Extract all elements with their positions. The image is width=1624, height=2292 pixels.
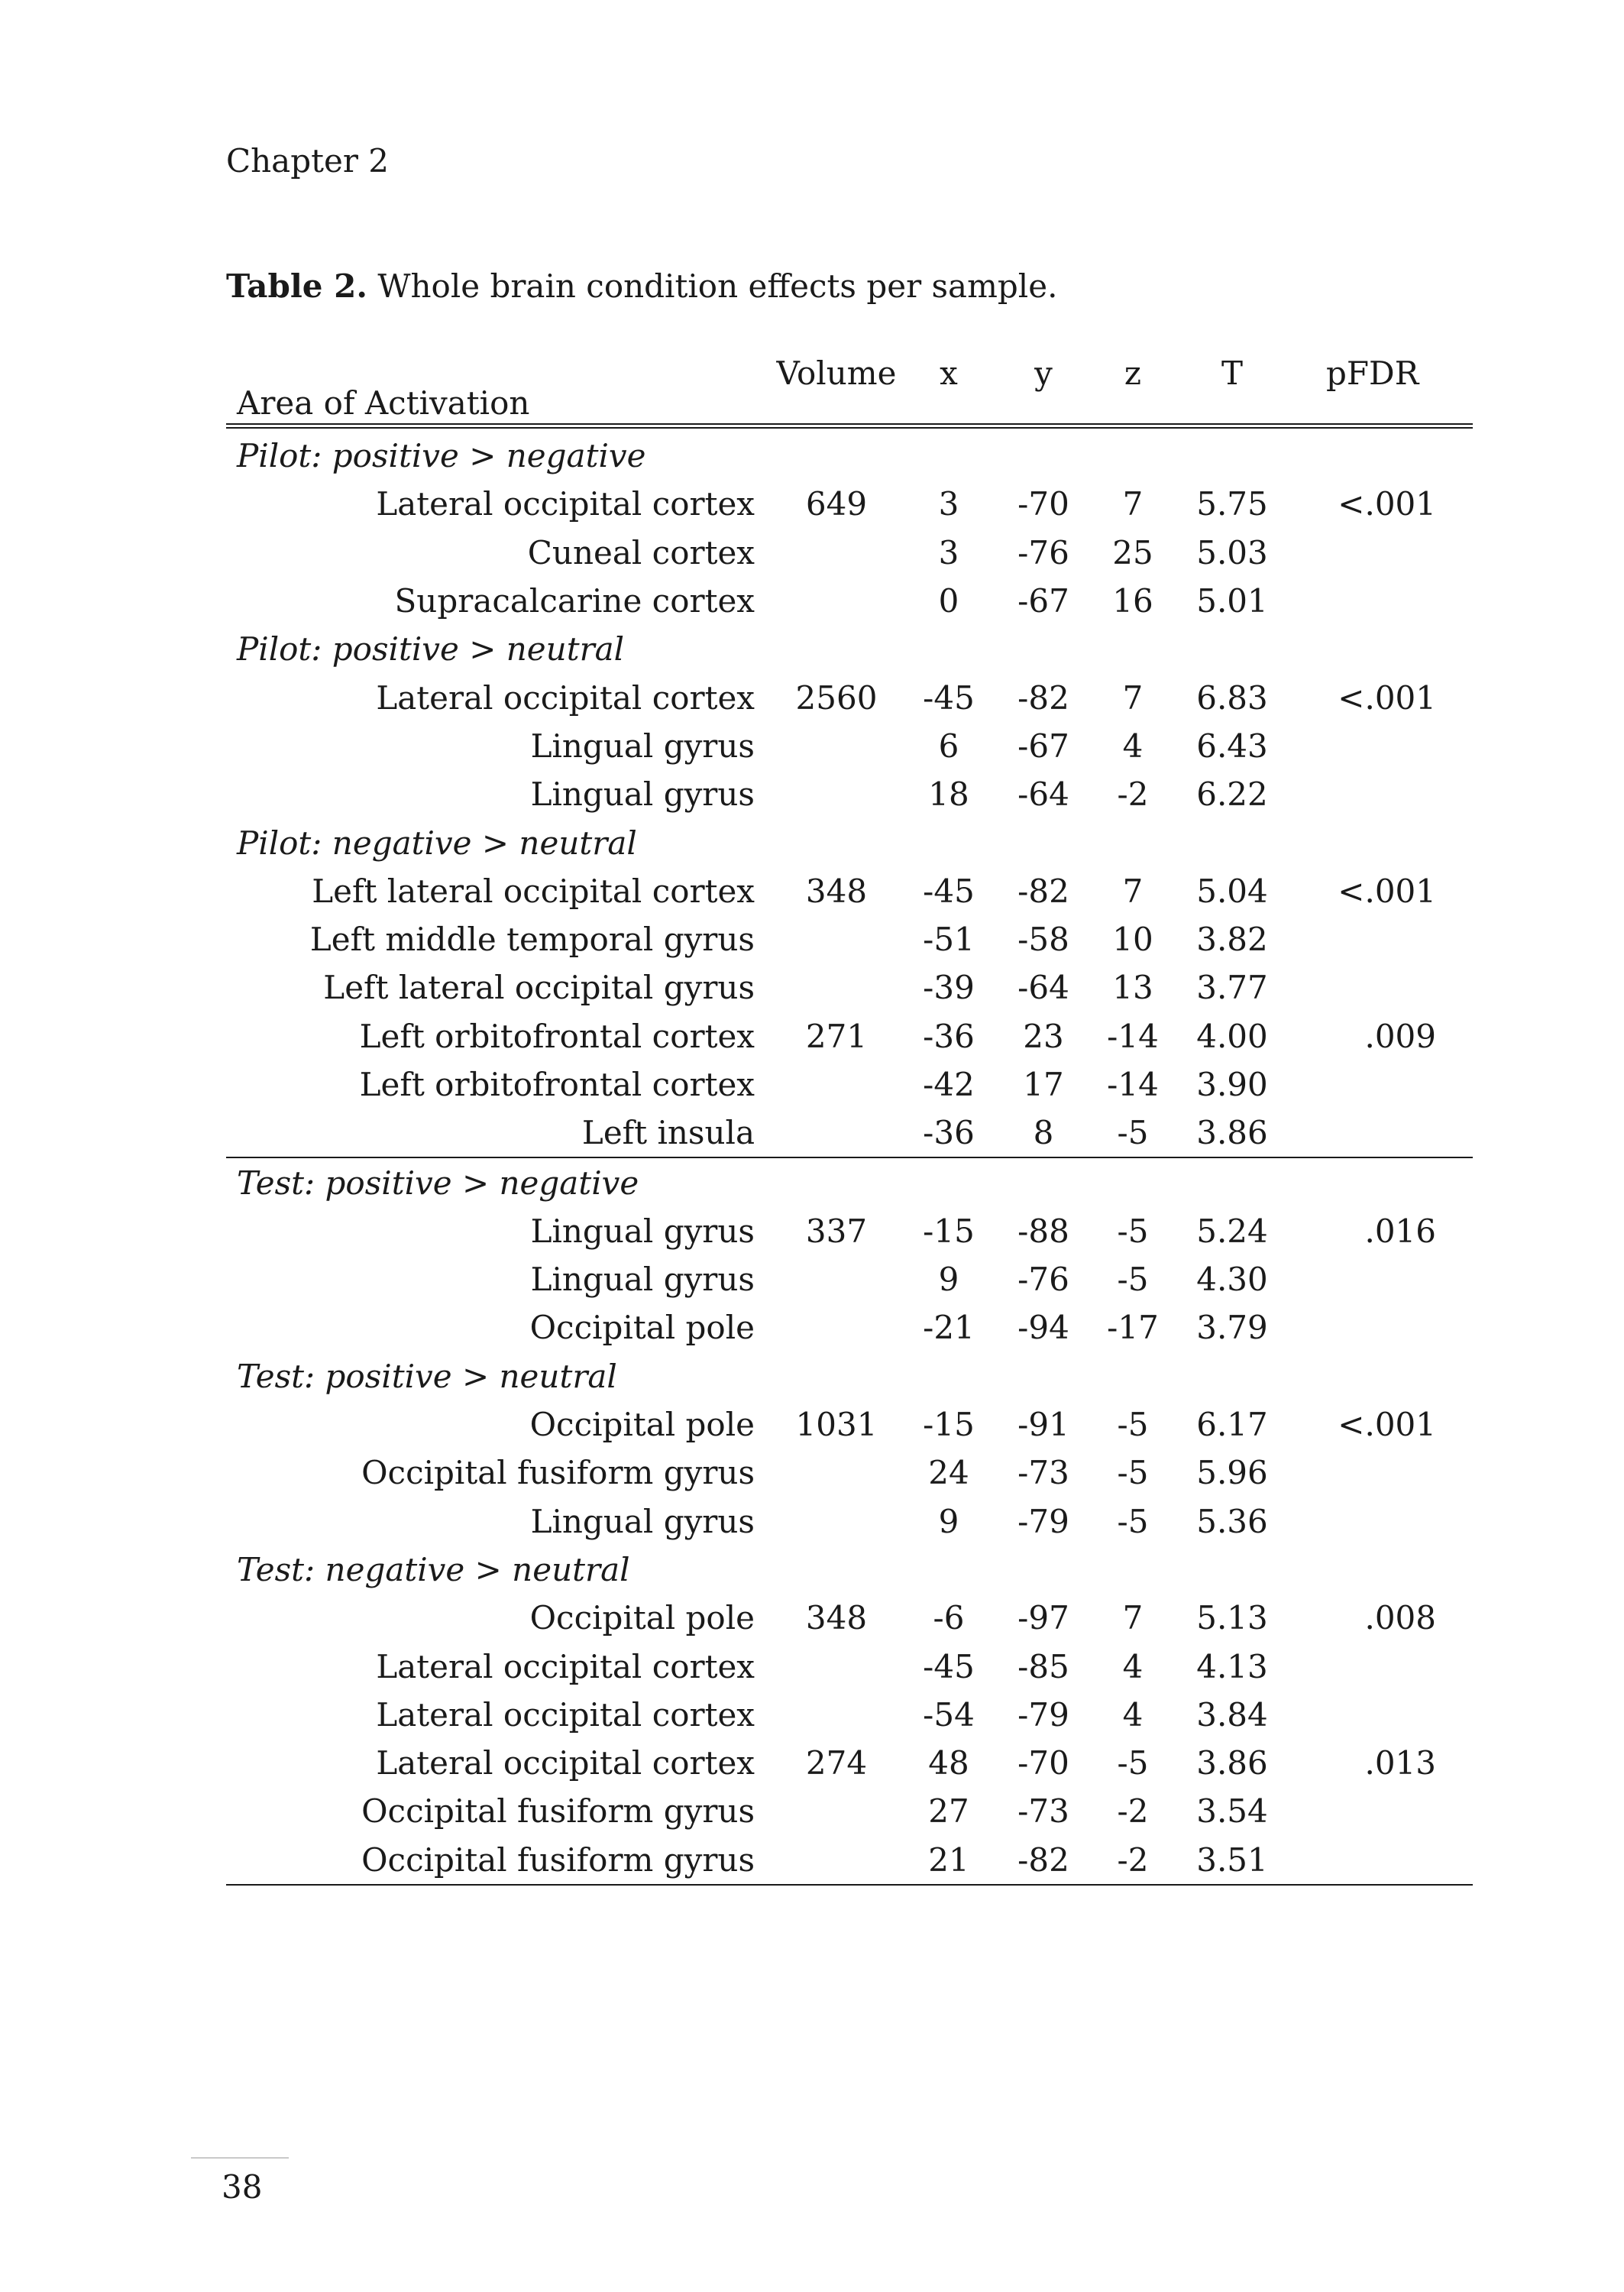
cell-pfdr (1289, 1303, 1473, 1352)
cell-z: 7 (1122, 678, 1144, 717)
table-row (226, 1787, 1473, 1835)
page-number: 38 (222, 2168, 263, 2206)
cell-volume (772, 1642, 901, 1690)
table-caption (226, 267, 1057, 306)
cell-area: Lingual gyrus (530, 1261, 755, 1299)
cell-pfdr (1289, 963, 1473, 1012)
cell-area: Occipital pole (529, 1309, 755, 1347)
table-row (226, 722, 1473, 770)
cell-area: Left middle temporal gyrus (309, 921, 755, 959)
cell-z: 7 (1122, 872, 1144, 910)
cell-volume (772, 1255, 901, 1303)
cell-z: 16 (1112, 582, 1153, 620)
cell-area: Lingual gyrus (530, 775, 755, 814)
cell-volume (772, 1787, 901, 1835)
table-row (226, 673, 1473, 721)
cell-y: -76 (1017, 1261, 1069, 1299)
table-row (226, 1739, 1473, 1787)
cell-volume (772, 1497, 901, 1546)
cell-y: -91 (1017, 1406, 1069, 1444)
cell-pfdr: .013 (1364, 1744, 1436, 1782)
table-row (226, 1642, 1473, 1690)
table-header (226, 351, 1473, 426)
cell-pfdr (1289, 1691, 1473, 1739)
cell-z: 7 (1122, 485, 1144, 523)
cell-area: Lingual gyrus (530, 727, 755, 765)
cell-area: Left lateral occipital cortex (312, 872, 755, 910)
cell-area: Left orbitofrontal cortex (359, 1066, 755, 1103)
cell-x: 0 (938, 582, 959, 620)
header-row (226, 351, 1473, 426)
cell-x: 9 (938, 1261, 959, 1299)
cell-x: 21 (901, 1836, 996, 1885)
table-caption-label: Table 2. (226, 267, 367, 305)
cell-y: -88 (1017, 1212, 1069, 1250)
cell-z: -5 (1117, 1502, 1149, 1540)
cell-pfdr (1289, 1255, 1473, 1303)
cell-z: 10 (1112, 921, 1153, 959)
cell-area: Occipital fusiform gyrus (361, 1792, 755, 1831)
column-header-y: y (996, 351, 1091, 426)
cell-volume: 348 (805, 872, 868, 910)
cell-volume (772, 1060, 901, 1109)
cell-y: -85 (1017, 1647, 1069, 1685)
cell-z: 4 (1122, 1647, 1144, 1685)
results-table (226, 351, 1473, 1886)
cell-area: Lateral occipital cortex (376, 1744, 755, 1782)
group-heading: Pilot: positive > neutral (237, 630, 625, 668)
cell-t: 3.86 (1196, 1744, 1268, 1782)
cell-y: -97 (1017, 1599, 1069, 1637)
group-heading: Pilot: positive > negative (237, 437, 646, 475)
cell-z: -2 (1117, 775, 1149, 814)
group-heading-row (226, 1352, 1473, 1400)
cell-y: -79 (1017, 1695, 1069, 1734)
table-row (226, 770, 1473, 818)
cell-y: -79 (1017, 1502, 1069, 1540)
cell-x: 48 (928, 1744, 969, 1782)
cell-y: -64 (1017, 775, 1069, 814)
table-row (226, 1836, 1473, 1885)
cell-y: -67 (1017, 727, 1069, 765)
cell-x: -15 (923, 1212, 975, 1250)
cell-z: -5 (1117, 1406, 1149, 1444)
cell-pfdr (1289, 577, 1473, 625)
cell-volume: 337 (805, 1212, 868, 1250)
cell-x: -54 (923, 1695, 975, 1734)
column-header-volume: Volume (772, 351, 901, 426)
table-row (226, 1497, 1473, 1546)
table-row (226, 867, 1473, 915)
cell-area: Lingual gyrus (530, 1212, 755, 1250)
cell-area: Occipital pole (529, 1599, 755, 1637)
cell-t: 3.82 (1196, 921, 1268, 959)
table-row (226, 529, 1473, 577)
cell-volume (772, 577, 901, 625)
cell-y: -64 (1017, 969, 1069, 1007)
table-row (226, 1303, 1473, 1352)
cell-volume (772, 722, 901, 770)
cell-area: Lingual gyrus (530, 1502, 755, 1540)
table-row (226, 1207, 1473, 1255)
cell-pfdr (1289, 770, 1473, 818)
cell-t: 3.86 (1175, 1109, 1289, 1157)
cell-volume (772, 915, 901, 963)
cell-pfdr (1289, 1449, 1473, 1497)
table-row (226, 963, 1473, 1012)
table-row (226, 915, 1473, 963)
cell-pfdr: <.001 (1338, 485, 1436, 523)
cell-volume (772, 963, 901, 1012)
column-header-t: T (1175, 351, 1289, 426)
cell-t: 3.77 (1196, 969, 1268, 1007)
cell-volume: 274 (805, 1744, 868, 1782)
cell-z: 7 (1122, 1599, 1144, 1637)
cell-z: -5 (1117, 1454, 1149, 1492)
cell-y: -70 (1017, 1744, 1069, 1782)
cell-volume (772, 529, 901, 577)
cell-y: -67 (1017, 582, 1069, 620)
cell-x: -15 (923, 1406, 975, 1444)
cell-y: -82 (1017, 872, 1069, 910)
column-header-area: Area of Activation (226, 351, 772, 426)
cell-area: Lateral occipital cortex (376, 678, 755, 717)
cell-x: -21 (923, 1309, 975, 1347)
cell-z: -2 (1091, 1836, 1175, 1885)
table-row (226, 1449, 1473, 1497)
group-heading-row (226, 625, 1473, 673)
table-row (226, 577, 1473, 625)
results-table-container (226, 351, 1473, 1886)
table-row (226, 480, 1473, 528)
cell-z: 4 (1122, 1695, 1144, 1734)
cell-area: Left orbitofrontal cortex (359, 1017, 755, 1055)
cell-z: 25 (1112, 533, 1153, 571)
cell-z: 4 (1122, 727, 1144, 765)
group-heading-row (226, 818, 1473, 866)
table-row (226, 1691, 1473, 1739)
cell-t: 5.96 (1196, 1454, 1268, 1492)
cell-y: -73 (1017, 1454, 1069, 1492)
cell-x: -45 (923, 678, 975, 717)
cell-t: 4.00 (1196, 1017, 1268, 1055)
group-heading-row (226, 426, 1473, 481)
cell-volume (772, 770, 901, 818)
cell-t: 5.01 (1196, 582, 1268, 620)
cell-x: -6 (933, 1599, 965, 1637)
cell-pfdr (1289, 529, 1473, 577)
table-row (226, 1060, 1473, 1109)
cell-z: -5 (1117, 1744, 1149, 1782)
group-heading-row (226, 1157, 1473, 1206)
cell-area: Occipital pole (529, 1406, 755, 1444)
column-header-x: x (901, 351, 996, 426)
cell-z: -5 (1091, 1109, 1175, 1157)
group-heading: Pilot: negative > neutral (237, 824, 637, 862)
cell-pfdr (1289, 1836, 1473, 1885)
cell-x: 6 (938, 727, 959, 765)
cell-x: 18 (928, 775, 969, 814)
cell-pfdr: <.001 (1338, 1406, 1436, 1444)
cell-x: 24 (928, 1454, 969, 1492)
cell-volume: 1031 (795, 1406, 878, 1444)
cell-y: -73 (1017, 1792, 1069, 1831)
cell-t: 6.17 (1196, 1406, 1268, 1444)
cell-z: -2 (1117, 1792, 1149, 1831)
cell-pfdr: .008 (1364, 1599, 1436, 1637)
cell-x: -39 (923, 969, 975, 1007)
cell-volume: 271 (805, 1017, 868, 1055)
cell-t: 5.03 (1196, 533, 1268, 571)
cell-t: 5.04 (1196, 872, 1268, 910)
cell-t: 5.36 (1196, 1502, 1268, 1540)
cell-pfdr (1289, 915, 1473, 963)
cell-t: 3.54 (1196, 1792, 1268, 1831)
cell-volume (772, 1691, 901, 1739)
cell-t: 5.75 (1196, 485, 1268, 523)
cell-t: 6.43 (1196, 727, 1268, 765)
cell-y: -82 (996, 1836, 1091, 1885)
cell-y: -82 (1017, 678, 1069, 717)
cell-x: -36 (923, 1017, 975, 1055)
cell-area: Supracalcarine cortex (394, 582, 755, 620)
cell-pfdr (1289, 1060, 1473, 1109)
cell-pfdr: .009 (1364, 1017, 1436, 1055)
cell-t: 4.13 (1196, 1647, 1268, 1685)
cell-x: -42 (923, 1066, 975, 1103)
cell-volume: 2560 (795, 678, 878, 717)
cell-pfdr: .016 (1364, 1212, 1436, 1250)
cell-x: 3 (938, 533, 959, 571)
cell-pfdr (1289, 1109, 1473, 1157)
cell-x: 9 (938, 1502, 959, 1540)
cell-y: -70 (1017, 485, 1069, 523)
cell-pfdr (1289, 722, 1473, 770)
group-heading: Test: positive > negative (237, 1164, 639, 1202)
cell-area: Lateral occipital cortex (376, 485, 755, 523)
running-header: Chapter 2 (226, 142, 389, 180)
cell-t: 5.13 (1196, 1599, 1268, 1637)
table-row (226, 1594, 1473, 1642)
cell-t: 3.79 (1196, 1309, 1268, 1347)
cell-y: 17 (1023, 1066, 1064, 1103)
cell-area: Left insula (226, 1109, 772, 1157)
cell-z: -14 (1107, 1017, 1159, 1055)
cell-z: 13 (1112, 969, 1153, 1007)
cell-t: 3.90 (1196, 1066, 1268, 1103)
table-row (226, 1400, 1473, 1449)
cell-x: 27 (928, 1792, 969, 1831)
column-header-pfdr: pFDR (1289, 351, 1473, 426)
cell-volume (772, 1449, 901, 1497)
cell-volume (772, 1109, 901, 1157)
table-row (226, 1109, 1473, 1157)
column-header-z: z (1091, 351, 1175, 426)
cell-z: -5 (1117, 1212, 1149, 1250)
cell-pfdr: <.001 (1338, 872, 1436, 910)
table-row (226, 1012, 1473, 1060)
cell-volume: 649 (805, 485, 868, 523)
cell-pfdr: <.001 (1338, 678, 1436, 717)
cell-y: -94 (1017, 1309, 1069, 1347)
cell-area: Lateral occipital cortex (376, 1647, 755, 1685)
cell-y: 23 (1023, 1017, 1064, 1055)
cell-z: -5 (1117, 1261, 1149, 1299)
cell-volume (772, 1303, 901, 1352)
table-body (226, 426, 1473, 1885)
cell-pfdr (1289, 1497, 1473, 1546)
group-heading-row (226, 1546, 1473, 1594)
cell-x: -51 (923, 921, 975, 959)
cell-volume: 348 (805, 1599, 868, 1637)
group-heading: Test: negative > neutral (237, 1550, 630, 1588)
cell-x: 3 (938, 485, 959, 523)
cell-x: -45 (923, 872, 975, 910)
group-heading: Test: positive > neutral (237, 1357, 617, 1395)
cell-y: 8 (996, 1109, 1091, 1157)
cell-t: 6.22 (1196, 775, 1268, 814)
cell-volume (772, 1836, 901, 1885)
table-caption-text: Whole brain condition effects per sample. (377, 267, 1058, 305)
table-row (226, 1255, 1473, 1303)
cell-area: Occipital fusiform gyrus (226, 1836, 772, 1885)
cell-t: 3.84 (1196, 1695, 1268, 1734)
cell-t: 4.30 (1196, 1261, 1268, 1299)
cell-y: -58 (1017, 921, 1069, 959)
cell-area: Left lateral occipital gyrus (323, 969, 755, 1007)
cell-x: -45 (923, 1647, 975, 1685)
cell-y: -76 (1017, 533, 1069, 571)
cell-z: -14 (1107, 1066, 1159, 1103)
cell-z: -17 (1107, 1309, 1159, 1347)
cell-t: 6.83 (1196, 678, 1268, 717)
cell-pfdr (1289, 1787, 1473, 1835)
cell-area: Occipital fusiform gyrus (361, 1454, 755, 1492)
cell-area: Lateral occipital cortex (376, 1695, 755, 1734)
cell-area: Cuneal cortex (527, 533, 755, 571)
cell-t: 3.51 (1175, 1836, 1289, 1885)
cell-t: 5.24 (1196, 1212, 1268, 1250)
cell-pfdr (1289, 1642, 1473, 1690)
cell-x: -36 (901, 1109, 996, 1157)
